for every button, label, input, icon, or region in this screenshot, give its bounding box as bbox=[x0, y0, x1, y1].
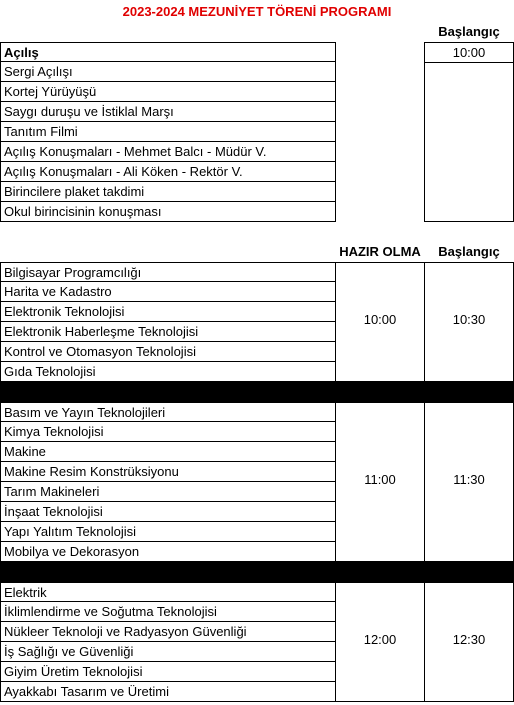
list-item: Basım ve Yayın Teknolojileri bbox=[0, 402, 336, 422]
start-time-group-3: 12:30 bbox=[452, 632, 486, 647]
page-title: 2023-2024 MEZUNİYET TÖRENİ PROGRAMI bbox=[122, 4, 392, 19]
list-item: Giyim Üretim Teknolojisi bbox=[0, 662, 336, 682]
list-item: Sergi Açılışı bbox=[0, 62, 336, 82]
opening-start-column bbox=[424, 42, 514, 222]
list-item: İş Sağlığı ve Güvenliği bbox=[0, 642, 336, 662]
list-item: Makine Resim Konstrüksiyonu bbox=[0, 462, 336, 482]
start-header-opening: Başlangıç bbox=[438, 24, 500, 39]
ready-time-group-3: 12:00 bbox=[363, 632, 397, 647]
list-item: Kimya Teknolojisi bbox=[0, 422, 336, 442]
ready-time-group-2: 11:00 bbox=[364, 472, 396, 487]
list-item: Açılış bbox=[0, 42, 336, 62]
list-item: Tarım Makineleri bbox=[0, 482, 336, 502]
start-time-group-2: 11:30 bbox=[453, 472, 485, 487]
list-item: İnşaat Teknolojisi bbox=[0, 502, 336, 522]
list-item: Saygı duruşu ve İstiklal Marşı bbox=[0, 102, 336, 122]
list-item: Makine bbox=[0, 442, 336, 462]
start-header-groups: Başlangıç bbox=[438, 244, 500, 259]
list-item: Açılış Konuşmaları - Mehmet Balcı - Müdür V. bbox=[0, 142, 336, 162]
list-item: Ayakkabı Tasarım ve Üretimi bbox=[0, 682, 336, 702]
divider bbox=[424, 62, 514, 63]
separator-bar bbox=[0, 562, 514, 582]
start-time-group-1: 10:30 bbox=[452, 312, 486, 327]
list-item: İklimlendirme ve Soğutma Teknolojisi bbox=[0, 602, 336, 622]
list-item: Bilgisayar Programcılığı bbox=[0, 262, 336, 282]
list-item: Harita ve Kadastro bbox=[0, 282, 336, 302]
list-item: Nükleer Teknoloji ve Radyasyon Güvenliği bbox=[0, 622, 336, 642]
separator-bar bbox=[0, 382, 514, 402]
ready-time-group-1: 10:00 bbox=[363, 312, 397, 327]
list-item: Kortej Yürüyüşü bbox=[0, 82, 336, 102]
list-item: Elektronik Haberleşme Teknolojisi bbox=[0, 322, 336, 342]
list-item: Okul birincisinin konuşması bbox=[0, 202, 336, 222]
list-item: Yapı Yalıtım Teknolojisi bbox=[0, 522, 336, 542]
list-item: Mobilya ve Dekorasyon bbox=[0, 542, 336, 562]
list-item: Elektrik bbox=[0, 582, 336, 602]
list-item: Elektronik Teknolojisi bbox=[0, 302, 336, 322]
list-item: Tanıtım Filmi bbox=[0, 122, 336, 142]
list-item: Kontrol ve Otomasyon Teknolojisi bbox=[0, 342, 336, 362]
list-item: Birincilere plaket takdimi bbox=[0, 182, 336, 202]
opening-start-time: 10:00 bbox=[452, 45, 486, 60]
ready-header: HAZIR OLMA bbox=[339, 244, 421, 259]
list-item: Açılış Konuşmaları - Ali Köken - Rektör V. bbox=[0, 162, 336, 182]
list-item: Gıda Teknolojisi bbox=[0, 362, 336, 382]
